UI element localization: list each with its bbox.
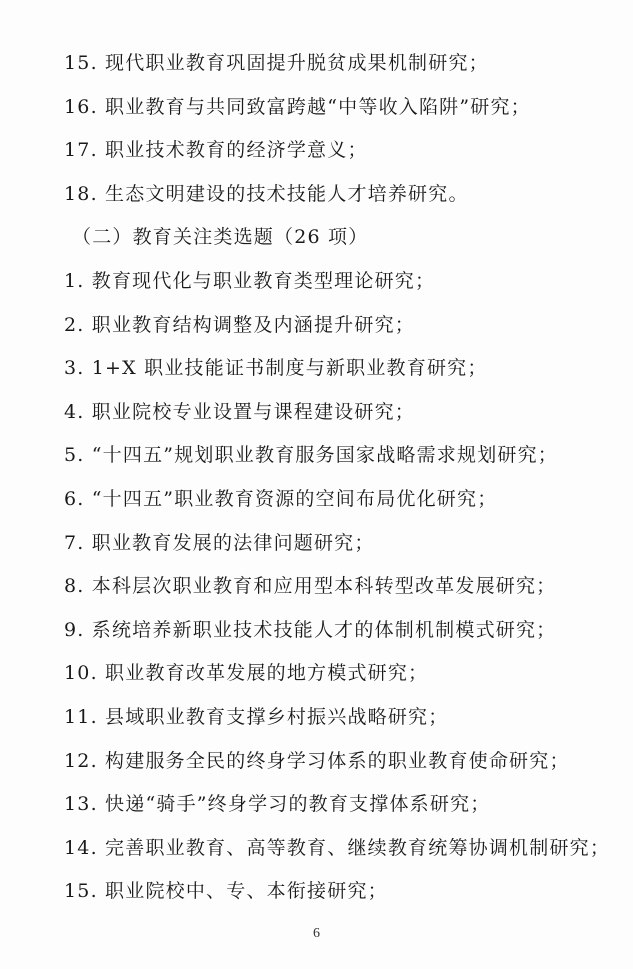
list-item: 3. 1+X 职业技能证书制度与新职业教育研究；	[64, 357, 488, 380]
list-item: 2. 职业教育结构调整及内涵提升研究；	[64, 313, 415, 336]
section-heading: （二）教育关注类选题（26 项）	[72, 226, 369, 249]
list-item: 17. 职业技术教育的经济学意义；	[64, 139, 368, 162]
list-item: 14. 完善职业教育、高等教育、继续教育统筹协调机制研究；	[64, 836, 611, 859]
list-item: 1. 教育现代化与职业教育类型理论研究；	[64, 269, 436, 292]
list-item: 11. 县域职业教育支撑乡村振兴战略研究；	[64, 705, 449, 728]
list-item: 8. 本科层次职业教育和应用型本科转型改革发展研究；	[64, 575, 557, 598]
list-item: 18. 生态文明建设的技术技能人才培养研究。	[64, 182, 469, 205]
list-item: 4. 职业院校专业设置与课程建设研究；	[64, 400, 415, 423]
list-item: 13. 快递“骑手”终身学习的教育支撑体系研究；	[64, 793, 491, 816]
list-item: 9. 系统培养新职业技术技能人才的体制机制模式研究；	[64, 618, 557, 641]
list-item: 5. “十四五”规划职业教育服务国家战略需求规划研究；	[64, 444, 558, 467]
list-item: 15. 职业院校中、专、本衔接研究；	[64, 880, 388, 903]
topic-list	[64, 42, 614, 914]
list-item: 7. 职业教育发展的法律问题研究；	[64, 531, 375, 554]
list-item: 16. 职业教育与共同致富跨越“中等收入陷阱”研究；	[64, 95, 531, 118]
list-item: 12. 构建服务全民的终身学习体系的职业教育使命研究；	[64, 749, 570, 772]
list-item: 15. 现代职业教育巩固提升脱贫成果机制研究；	[64, 52, 489, 74]
list-item: 6. “十四五”职业教育资源的空间布局优化研究；	[64, 487, 498, 510]
page-number: 6	[313, 926, 320, 941]
list-item: 10. 职业教育改革发展的地方模式研究；	[64, 662, 429, 685]
